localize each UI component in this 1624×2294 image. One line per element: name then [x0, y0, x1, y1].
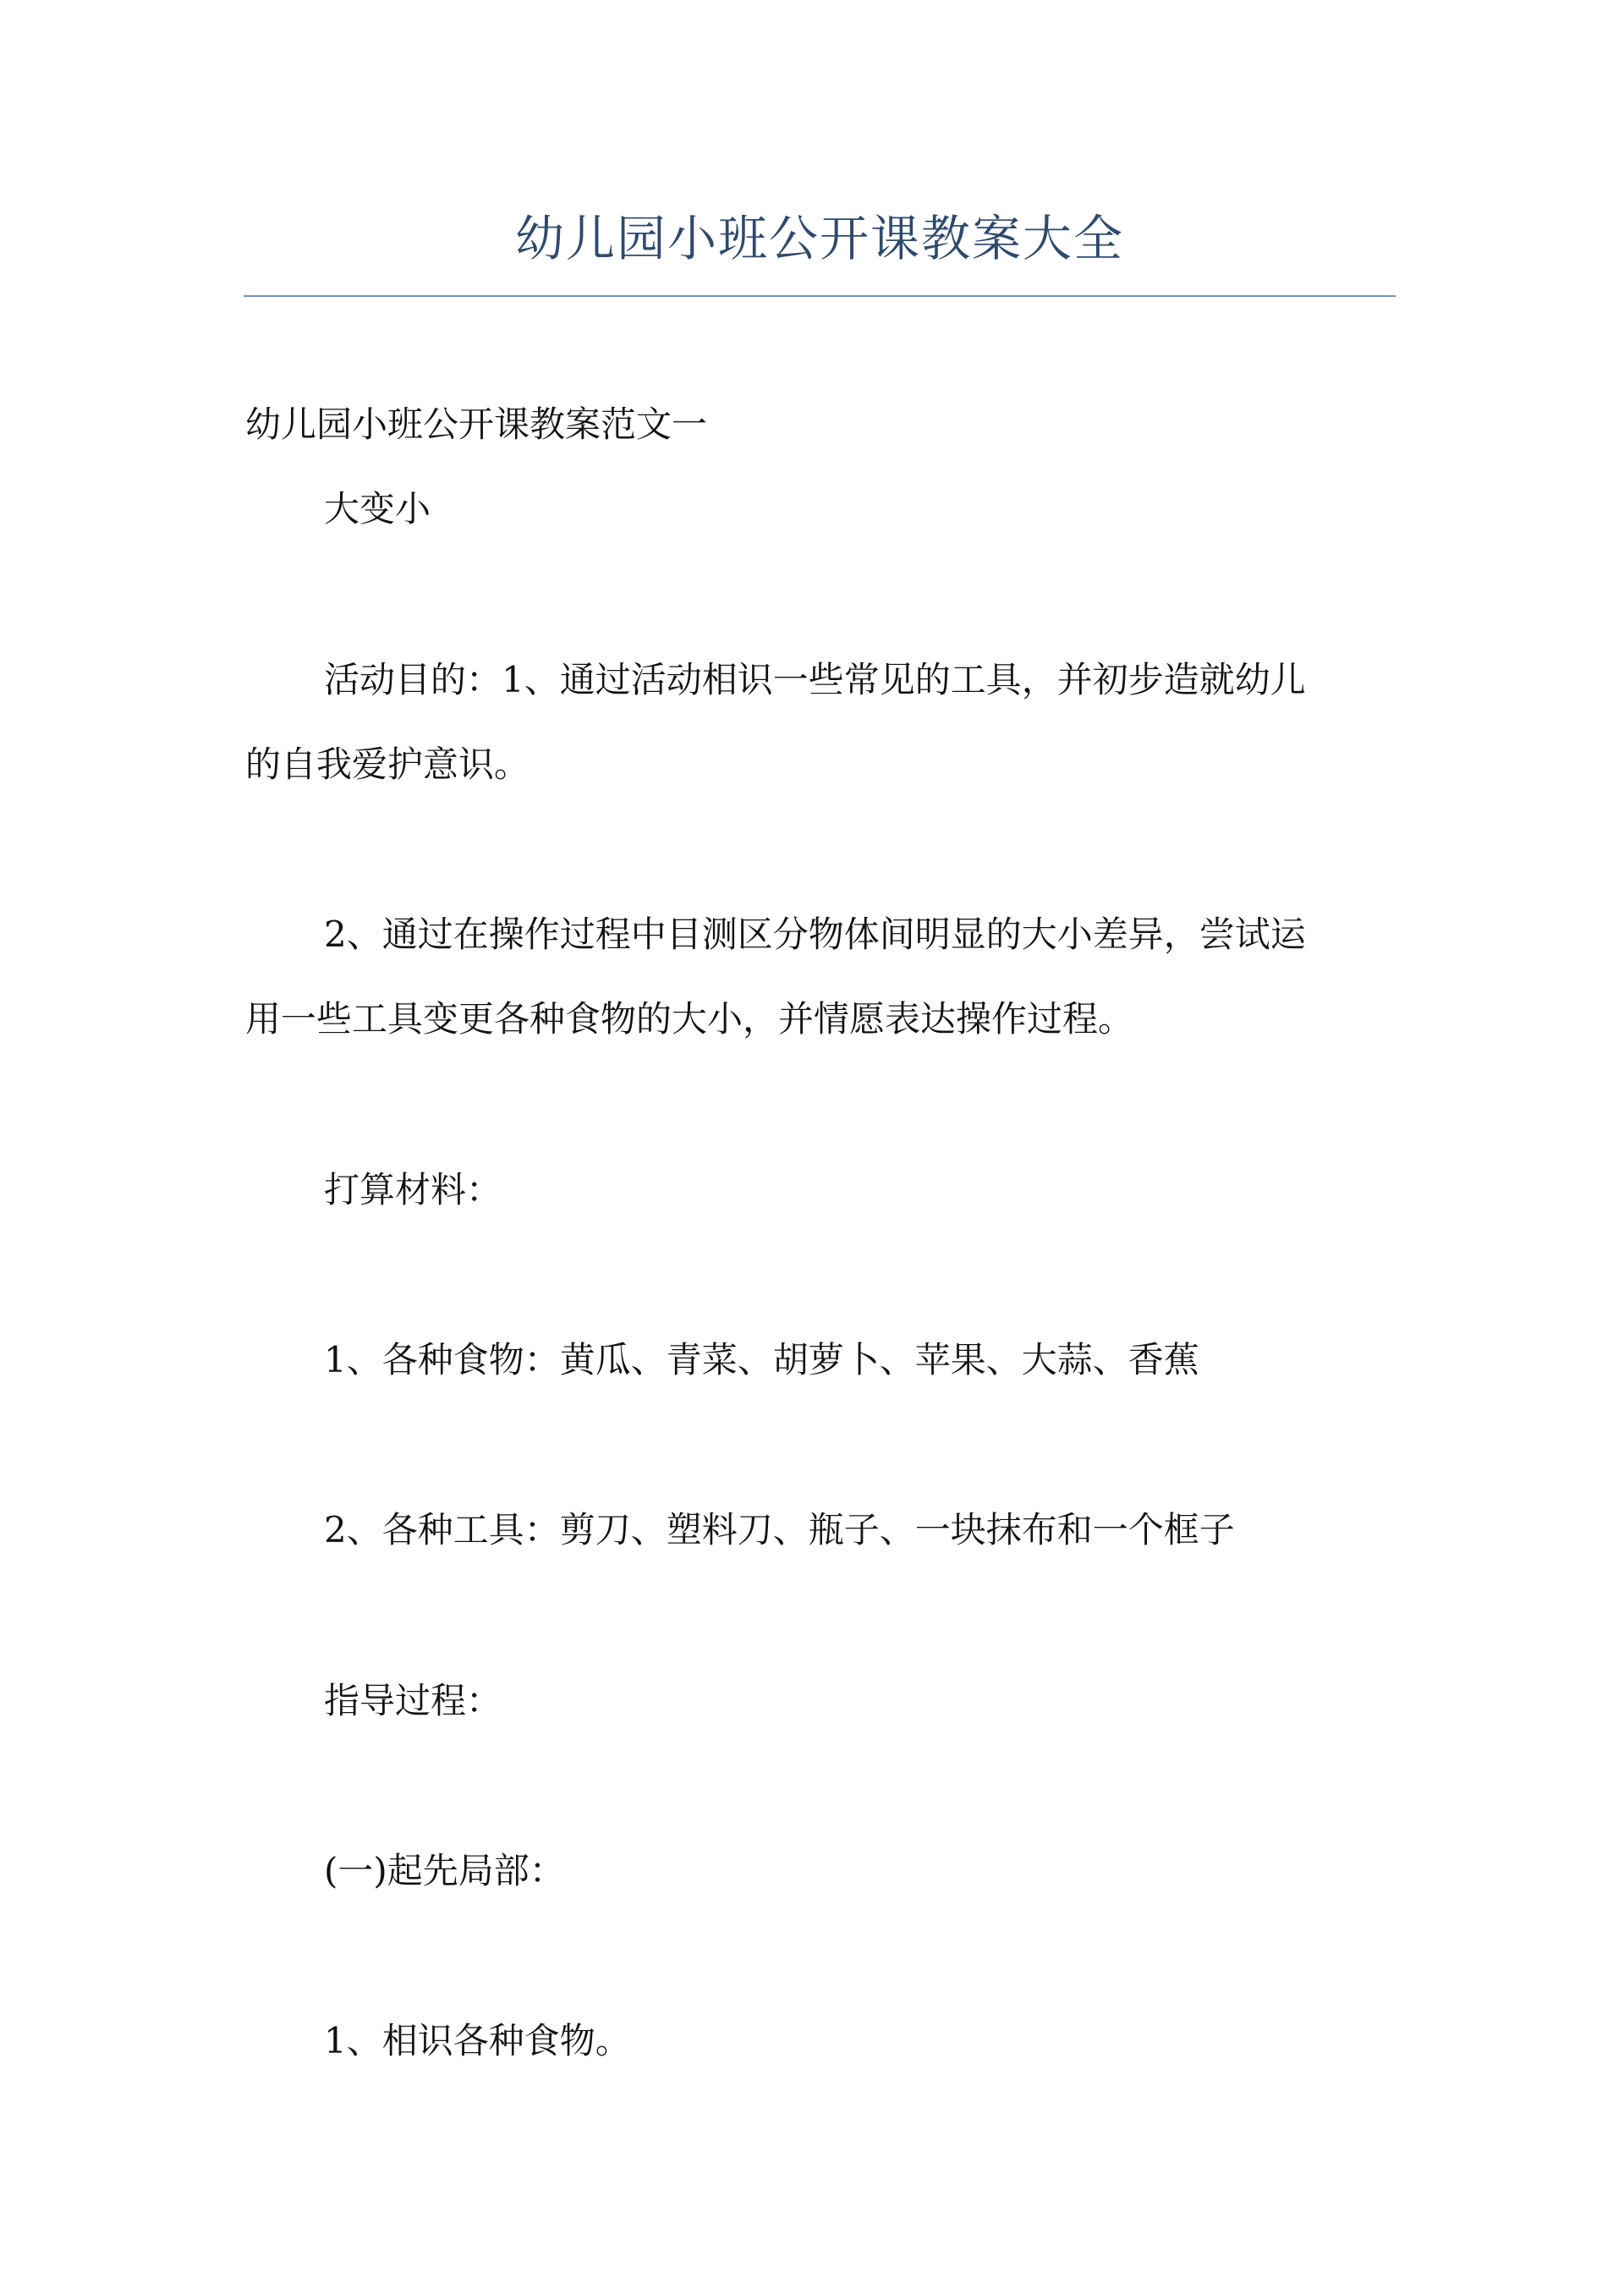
- document-title: 幼儿园小班公开课教案大全: [514, 210, 1124, 267]
- part-one-heading: (一)起先局部：: [324, 1850, 565, 1891]
- goal-paragraph-1-line-2: 的自我爱护意识。: [245, 744, 530, 785]
- step-1: 1、相识各种食物。: [324, 2020, 631, 2061]
- lesson-name: 大变小: [324, 488, 431, 530]
- title-underline: [244, 295, 1396, 297]
- goal-paragraph-2-line-1: 2、通过在操作过程中目测区分物体间明显的大小差异，尝试运: [324, 914, 1306, 955]
- materials-item-foods: 1、各种食物：黄瓜、青菜、胡萝卜、苹果、大蒜、香蕉: [324, 1339, 1199, 1380]
- materials-item-tools: 2、各种工具：剪刀、塑料刀、瓶子、一块抹布和一个框子: [324, 1509, 1235, 1550]
- process-heading: 指导过程：: [324, 1680, 502, 1721]
- goal-paragraph-2-line-2: 用一些工具变更各种食物的大小，并情愿表达操作过程。: [245, 998, 1134, 1040]
- materials-heading: 打算材料：: [324, 1169, 502, 1210]
- section-heading: 幼儿园小班公开课教案范文一: [245, 403, 708, 445]
- goal-paragraph-1-line-1: 活动目的：1、通过活动相识一些常见的工具，并初步造就幼儿: [324, 659, 1306, 700]
